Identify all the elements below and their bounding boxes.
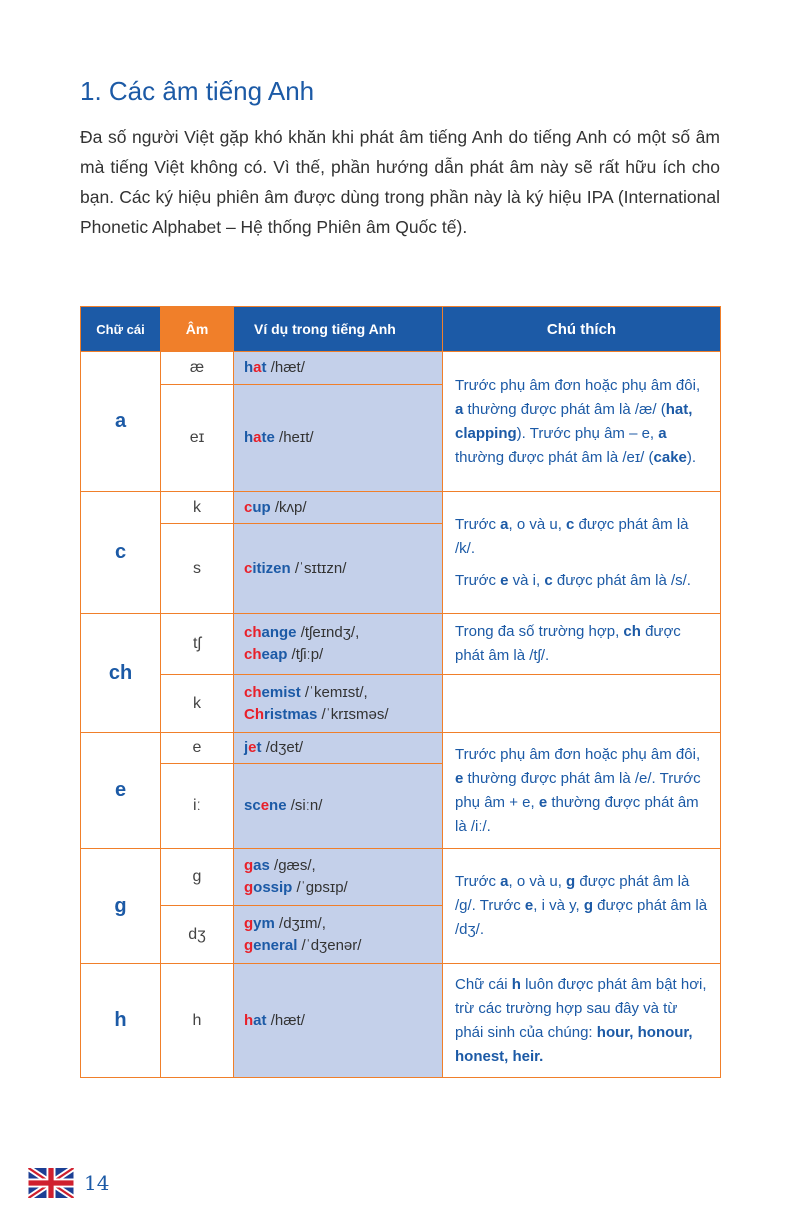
note-cell: Trong đa số trường hợp, ch được phát âm là /tʃ/. bbox=[443, 614, 721, 675]
example-cell: scene /siːn/ bbox=[234, 764, 443, 849]
intro-paragraph: Đa số người Việt gặp khó khăn khi phát âm tiếng Anh do tiếng Anh có một số âm mà tiếng Việt không có. Vì thế, phần hướng dẫn phát âm này sẽ rất hữu ích cho bạn. Các ký hiệu phiên âm được dùng trong phần này là ký hiệu IPA (International Phonetic Alphabet – Hệ thống Phiên âm Quốc tế). bbox=[80, 127, 720, 237]
sound-cell: iː bbox=[161, 764, 234, 849]
uk-flag-icon bbox=[28, 1168, 74, 1198]
letter-cell: g bbox=[81, 849, 161, 964]
example-cell: hat /hæt/ bbox=[234, 964, 443, 1078]
example-cell: jet /dʒet/ bbox=[234, 733, 443, 764]
note-cell: Trước phụ âm đơn hoặc phụ âm đôi, e thường được phát âm là /e/. Trước phụ âm + e, e thường được phát âm là /iː/. bbox=[443, 733, 721, 849]
letter-cell: a bbox=[81, 352, 161, 492]
sound-cell: k bbox=[161, 492, 234, 524]
sound-cell: s bbox=[161, 524, 234, 614]
sound-cell: h bbox=[161, 964, 234, 1078]
example-cell: hat /hæt/ bbox=[234, 352, 443, 385]
header-sound: Âm bbox=[161, 307, 234, 352]
note-cell: Chữ cái h luôn được phát âm bật hơi, trừ các trường hợp sau đây và từ phái sinh của chúng: hour, honour, honest, heir. bbox=[443, 964, 721, 1078]
sound-cell: æ bbox=[161, 352, 234, 385]
note-cell bbox=[443, 675, 721, 733]
sound-cell: k bbox=[161, 675, 234, 733]
sound-cell: g bbox=[161, 849, 234, 906]
page-number: 14 bbox=[84, 1171, 110, 1195]
example-cell: chemist /ˈkemɪst/, Christmas /ˈkrɪsməs/ bbox=[234, 675, 443, 733]
example-cell: gas /gæs/, gossip /ˈgɒsɪp/ bbox=[234, 849, 443, 906]
table-row bbox=[81, 352, 721, 385]
phonetics-table bbox=[80, 306, 721, 1078]
letter-cell: h bbox=[81, 964, 161, 1078]
header-letter: Chữ cái bbox=[81, 307, 161, 352]
table-row bbox=[81, 614, 721, 675]
header-example: Ví dụ trong tiếng Anh bbox=[234, 307, 443, 352]
section-heading: 1. Các âm tiếng Anh bbox=[80, 76, 315, 106]
note-cell: Trước phụ âm đơn hoặc phụ âm đôi, a thường được phát âm là /æ/ (hat, clapping). Trước phụ âm – e, a thường được phát âm là /eɪ/ (cake). bbox=[443, 352, 721, 492]
letter-cell: c bbox=[81, 492, 161, 614]
letter-cell: e bbox=[81, 733, 161, 849]
sound-cell: tʃ bbox=[161, 614, 234, 675]
table-row bbox=[81, 733, 721, 764]
example-cell: gym /dʒɪm/, general /ˈdʒenər/ bbox=[234, 906, 443, 964]
letter-cell: ch bbox=[81, 614, 161, 733]
example-cell: hate /heɪt/ bbox=[234, 385, 443, 492]
example-cell: change /tʃeɪndʒ/, cheap /tʃiːp/ bbox=[234, 614, 443, 675]
note-cell: Trước a, o và u, g được phát âm là /g/. Trước e, i và y, g được phát âm là /dʒ/. bbox=[443, 849, 721, 964]
table-row bbox=[81, 849, 721, 906]
sound-cell: eɪ bbox=[161, 385, 234, 492]
page-footer bbox=[28, 1168, 109, 1198]
header-note: Chú thích bbox=[443, 307, 721, 352]
table-row bbox=[81, 675, 721, 733]
table-row bbox=[81, 492, 721, 524]
example-cell: citizen /ˈsɪtɪzn/ bbox=[234, 524, 443, 614]
note-cell: Trước a, o và u, c được phát âm là /k/. Trước e và i, c được phát âm là /s/. bbox=[443, 492, 721, 614]
table-row bbox=[81, 964, 721, 1078]
sound-cell: dʒ bbox=[161, 906, 234, 964]
example-cell: cup /kʌp/ bbox=[234, 492, 443, 524]
sound-cell: e bbox=[161, 733, 234, 764]
